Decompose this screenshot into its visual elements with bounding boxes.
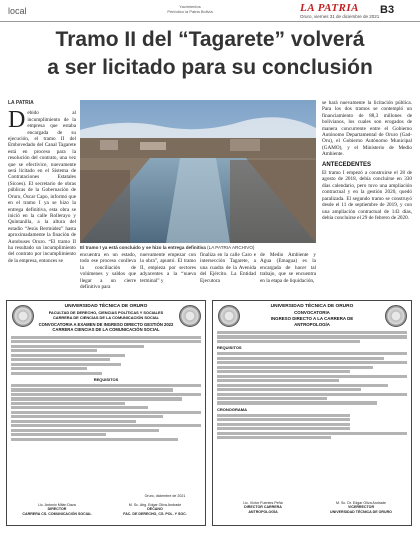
header-meta	[150, 4, 230, 14]
ad-left-sig2-name: M. Sc. Abg. Edgar Oliva Andrade	[128, 503, 182, 507]
ad-right-university: UNIVERSIDAD TÉCNICA DE ORURO	[270, 304, 354, 309]
ad-left-university: UNIVERSIDAD TÉCNICA DE ORURO	[64, 304, 148, 309]
ad-right-signature-director	[217, 501, 309, 514]
ad-left-requirements-title: REQUISITOS	[93, 376, 119, 382]
ad-left-faculty: FACULTAD DE DERECHO, CIENCIAS POLÍTICAS Y SOCIALES	[48, 310, 164, 315]
drop-cap: D	[8, 107, 26, 134]
ad-left-sig2-title: DECANO	[147, 507, 163, 512]
ad-left-sig1-org: CARRERA CS. COMUNICACIÓN SOCIAL	[22, 511, 92, 516]
article-column-3: nuevamente empezar con la obra”, apuntó. El tramo II, empieza por sectores adyacentes a la “nueva terminal” y	[140, 252, 196, 284]
article-column-6	[322, 100, 412, 290]
section-label: local	[8, 6, 27, 16]
photo-caption-main: El tramo I ya está concluido y se hizo la entrega definitiva	[80, 245, 206, 250]
article-byline: LA PATRIA	[8, 100, 34, 106]
article-column-5: de Medio Ambiente y Agua (Emagua) es la encargada de hacer tal trabajo, que se encuentra en la etapa de liquidación,	[260, 252, 316, 284]
ad-right-call: CONVOCATORIA	[294, 310, 330, 315]
newspaper-brand: LA PATRIA	[300, 2, 360, 14]
article-column-6-text: se hará nuevamente la licitación pública. Para los dos tramos se contempló un financiamiento de 88,3 millones de bolivianos, los cuales son erogados de manera concurrente entre el Gobierno Autónomo Departamental de Oruro (Gad-Oru), el Gobierno Autónomo Municipal (GAMO), y el Ministerio de Medio Ambiente.	[322, 100, 412, 158]
ad-left-requirements-list	[11, 384, 201, 441]
ad-right-sig1-org: ANTROPOLOGÍA	[248, 509, 278, 514]
ad-right-sig1-name: Lic. Víctor Fuentes Peña	[243, 501, 283, 505]
ad-left-signature-director	[11, 503, 103, 516]
header-meta-line-1: Yacimientos	[179, 4, 201, 9]
ad-right-sig2-org: UNIVERSIDAD TÉCNICA DE ORURO	[330, 509, 392, 514]
ad-right-schedule-title: CRONOGRAMA	[217, 406, 247, 412]
ad-right-signature-vicerector	[313, 501, 409, 514]
university-ad-communication	[6, 300, 206, 526]
article-column-1	[8, 100, 76, 268]
ad-left-signature-dean	[107, 503, 203, 516]
ad-right-schedule-list	[217, 414, 407, 440]
ad-left-career: CARRERA DE CIENCIAS DE LA COMUNICACIÓN SOCIAL	[52, 315, 160, 320]
page-header	[0, 0, 420, 22]
antecedentes-subhead: ANTECEDENTES	[322, 161, 372, 168]
headline-line-2: a ser licitado para su conclusión	[47, 56, 373, 79]
photo-caption-credit: (LA PATRIA ARCHIVO)	[205, 245, 255, 250]
ad-left-sig1-title: DIRECTOR	[47, 507, 67, 512]
ad-right-career: ANTROPOLOGÍA	[294, 322, 330, 327]
ad-left-sig2-org: FAC. DE DERECHO, CS. POL. Y SOC.	[123, 511, 187, 516]
article-photo	[80, 100, 316, 243]
ad-right-body-text	[217, 331, 407, 343]
ad-left-body-text	[11, 336, 201, 375]
faculty-seal-icon	[179, 305, 201, 327]
ad-right-entry: INGRESO DIRECTO A LA CARRERA DE	[270, 316, 354, 321]
article-column-4: finaliza en la calle Caro e intersección Tagarete, a una cuadra de la Avenida del Ejército. La Entidad Ejecutora	[200, 252, 256, 284]
article-headline	[0, 26, 420, 82]
edition-date: Oruro, viernes 31 de diciembre de 2021	[300, 14, 380, 19]
article-column-1-text: ebido al incumplimiento de la empresa que estaba encargada de su ejecución, el tramo II del Embovedado del Canal Tagarete está en proceso para la resolución del contrato, una vez que se efectivice, nuevamente será licitado en el Sistema de Contrataciones Estatales (Sicoes). El secretario de obras públicas de la Gobernación de Oruro, Óscar Capo, informó que en el tramo I ya se hizo la entrega definitiva, esta obra se inició en la calle Rollerayo y Quintanilla, a la altura del estadio “Jesús Bermúdez” hasta aproximadamente la finación de Autobuses Oruro. “El tramo II ha resultado un incumplimiento del contrato por incumplimiento de la empresa, entonces se	[8, 110, 76, 264]
page-number: B3	[380, 4, 395, 16]
antecedentes-text: El tramo I empezó a construirse el 28 de agosto de 2018, debía concluirse en 330 días calendario, pero tuvo una ampliación contractual y en la gestión 2020, quedó paralizada. El segundo tramo se construyó desde el 11 de septiembre de 2019, y con una ampliación contractual de 143 días, debía concluirse el 29 de febrero de 2020.	[322, 170, 412, 221]
headline-line-1: Tramo II del “Tagarete” volverá	[55, 28, 365, 51]
ad-right-sig1-title: DIRECTOR CARRERA	[244, 505, 282, 510]
university-seal-icon	[12, 305, 34, 327]
photo-caption	[80, 245, 316, 250]
ad-left-call-career: CARRERA CIENCIAS DE LA COMUNICACIÓN SOCIAL	[52, 327, 160, 333]
ad-left-sig1-name: Lic. Antonio Milán Daza	[38, 503, 76, 507]
ad-right-requirements-title: REQUISITOS	[217, 345, 242, 351]
ad-left-place-date: Oruro, diciembre de 2021	[144, 494, 186, 498]
university-ad-anthropology	[212, 300, 412, 526]
header-meta-line-2: Periódico la Patria Bolivia	[167, 9, 213, 14]
ad-left-call: CONVOCATORIA A EXAMEN DE INGRESO DIRECTO GESTIÓN 2022	[38, 322, 174, 327]
ad-right-sig2-title: VICERRECTOR	[347, 505, 375, 510]
canal-photo-illustration	[80, 100, 316, 243]
article-column-2: encuentra en un estado, todo ese proceso conlleva la conciliación de volúmenes y saldos que llegar a un cierre definitivo para	[80, 252, 136, 291]
career-seal-icon	[385, 305, 407, 327]
ad-right-requirements-list	[217, 352, 407, 405]
ad-right-sig2-name: M. Sc. Dr. Edgar Oliva Andrade	[336, 501, 386, 505]
university-seal-icon	[218, 305, 240, 327]
